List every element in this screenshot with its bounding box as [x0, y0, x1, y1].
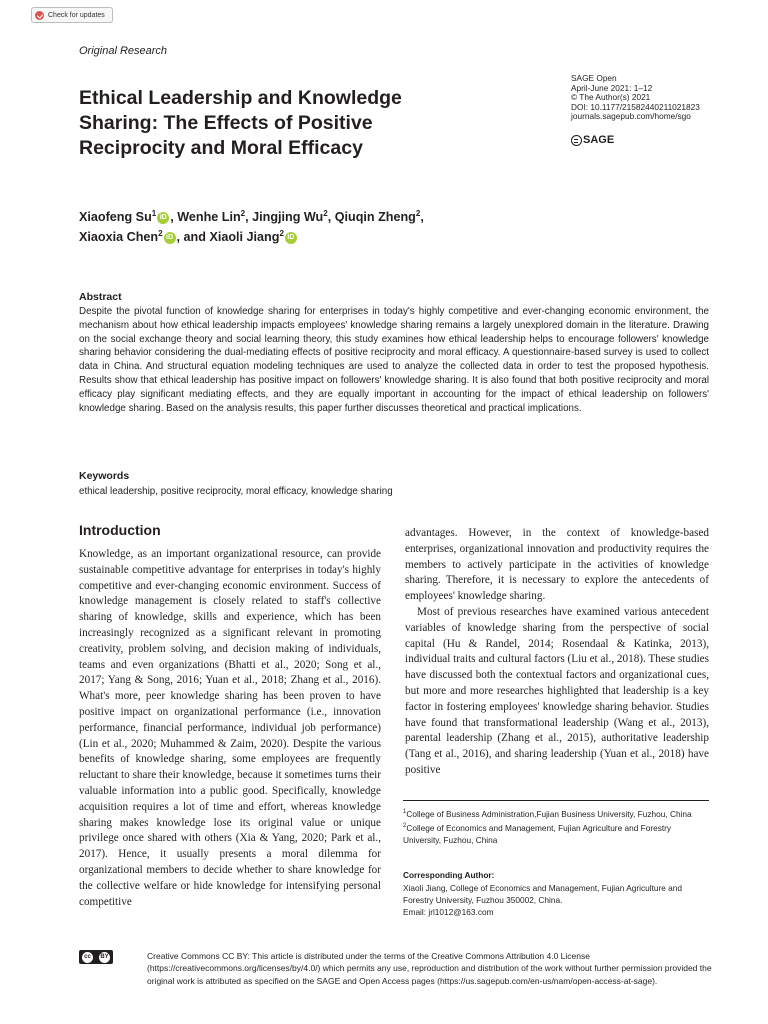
sage-logo: SAGE — [571, 134, 614, 146]
intro-paragraph-2: advantages. However, in the context of knowledge-based enterprises, organizational innovation and productivity requires the members to actively participate in the activities of knowledge sharing. Therefore, it is necessary to explore the antecedents of employees' knowledge sharing. — [405, 527, 709, 603]
author-affiliation-marker: 2 — [240, 208, 246, 218]
orcid-icon[interactable]: iD — [164, 232, 176, 244]
journal-name: SAGE Open — [571, 73, 617, 83]
doi[interactable]: DOI: 10.1177/21582440211021823 — [571, 101, 700, 112]
corresponding-author-address: Xiaoli Jiang, College of Economics and Management, Fujian Agriculture and Forestry University, Fuzhou 350002, China. — [403, 883, 683, 905]
author-name: Xiaofeng Su — [79, 210, 152, 224]
article-title: Ethical Leadership and Knowledge Sharing: The Effects of Positive Reciprocity and Moral Efficacy — [79, 87, 402, 159]
introduction-heading: Introduction — [79, 522, 161, 538]
author-separator: , — [420, 210, 424, 224]
journal-info — [571, 74, 700, 122]
author-name: Jingjing Wu — [252, 210, 324, 224]
author-name: Xiaoli Jiang — [209, 230, 280, 244]
author-affiliation-marker: 1 — [151, 208, 157, 218]
author-affiliation-marker: 2 — [279, 228, 284, 238]
affiliation-1: $^1$College of Business Administration,Fujian Business University, Fuzhou, China — [403, 808, 692, 819]
corresponding-author-details — [403, 882, 709, 918]
keywords-heading: Keywords — [79, 470, 130, 482]
author-affiliation-marker: 2 — [158, 228, 163, 238]
journal-url[interactable]: journals.sagepub.com/home/sgo — [571, 111, 691, 122]
affiliation-divider — [403, 800, 709, 801]
affiliations — [403, 806, 709, 846]
author-separator: , — [327, 210, 335, 224]
corresponding-author-heading: Corresponding Author: — [403, 870, 495, 880]
abstract-heading: Abstract — [79, 291, 122, 303]
author-name: Wenhe Lin — [177, 210, 241, 224]
introduction-left-column — [79, 547, 381, 910]
author-affiliation-marker: 2 — [415, 208, 421, 218]
keywords-text: ethical leadership, positive reciprocity, moral efficacy, knowledge sharing — [79, 486, 393, 497]
check-updates-label: Check for updates — [48, 11, 105, 19]
author-separator: , — [245, 210, 253, 224]
journal-issue: April-June 2021: 1–12 — [571, 82, 653, 93]
introduction-right-column — [405, 526, 709, 779]
article-type: Original Research — [79, 45, 168, 57]
abstract-text: Despite the pivotal function of knowledge sharing for enterprises in today's highly competitive and ever-changing economic environment, the mechanism about how ethical leadership impacts employees' knowledge sharing remains a largely unexplored domain in the literature. Drawing on the social exchange theory and social learning theory, this study examines how ethical leadership helps to encourage followers' knowledge sharing behavior considering the dual-mediating effects of positive reciprocity and moral efficacy. A questionnaire-based survey is used to collect data in China. And structural equation modeling techniques are used to analyze the collected data in order to test the proposed hypothesis. Results show that ethical leadership has positive impact on followers' knowledge sharing. It is also found that both positive reciprocity and moral efficacy play significant mediating effects, and they are equally important in accounting for the impact of ethical leadership on followers' knowledge sharing. Based on the analysis results, this paper further discusses theoretical and practical implications. — [79, 306, 709, 414]
author-name: Qiuqin Zheng — [334, 210, 416, 224]
check-for-updates-badge[interactable] — [31, 7, 113, 23]
license-text — [79, 950, 719, 987]
cc-icon: cc — [82, 952, 93, 963]
sage-logo-icon — [571, 135, 582, 146]
check-updates-icon — [35, 11, 44, 20]
orcid-icon[interactable]: iD — [157, 212, 169, 224]
affiliation-2: $^2$College of Economics and Management, Fujian Agriculture and Forestry University, Fuzhou, China — [403, 822, 672, 845]
intro-paragraph-1: Knowledge, as an important organizational resource, can provide sustainable competitive advantage for enterprises in today's highly competitive and ever-changing economic environment. Success of knowledge management is closely related to staff's collective sharing of knowledge, skills and experience, which has been increasingly recognized as a significant relevant in promoting creativity, problem solving, and decision making of individuals, teams and even organizations (Bhatti et al., 2020; Song et al., 2017; Yang & Song, 2016; Yuan et al., 2018; Zhang et al., 2016). What's more, peer knowledge sharing has been proven to have positive impact on organizational performance (i.e., innovation performance, financial performance, individual job performance) (Lin et al., 2020; Muhammed & Zaim, 2020). Despite the various benefits of knowledge sharing, some employees are frequently reluctant to share their knowledge, because it sometimes turns their valuable information into a public good. Specifically, knowledge acquisition requires a lot of time and effort, whereas knowledge sharing makes knowledge lose its original value or unique privilege once shared with others (Xia & Yang, 2020; Park et al., 2017). Hence, it usually presents a moral dilemma for organizational members to decide whether to share knowledge for the collective welfare or hide knowledge for intensifying personal competitive — [79, 548, 381, 908]
intro-paragraph-3: Most of previous researches have examined various antecedent variables of knowledge sharing from the perspective of social capital (Hu & Randel, 2014; Rosendaal & Katinka, 2013), individual traits and cultural factors (Liu et al., 2018). These studies have discussed both the contextual factors and organizational cues, but more and more researches highlighted that leadership is a key factor in fostering employees' knowledge sharing behavior. Studies have found that transformational leadership (Wang et al., 2013), parental leadership (Zhang et al., 2015), authoritative leadership (Tang et al., 2016), and sharing leadership (Yuan et al., 2018) have positive — [405, 605, 709, 776]
orcid-icon[interactable]: iD — [285, 232, 297, 244]
corresponding-author-email[interactable]: Email: jrl1012@163.com — [403, 907, 494, 917]
author-affiliation-marker: 2 — [323, 208, 328, 218]
author-list — [79, 207, 519, 247]
author-separator: , and — [176, 230, 210, 244]
license-statement: Creative Commons CC BY: This article is distributed under the terms of the Creative Commons Attribution 4.0 License (https://creativecommons.org/licenses/by/4.0/) which permits any use, reproduction and distribution of the work without further permission provided the original work is attributed as specified on the SAGE and Open Access pages (https://us.sagepub.com/en-us/nam/open-access-at-sage). — [147, 951, 712, 986]
author-separator: , — [170, 210, 178, 224]
author-name: Xiaoxia Chen — [79, 230, 159, 244]
copyright: © The Author(s) 2021 — [571, 92, 651, 103]
by-icon: BY — [99, 952, 110, 963]
